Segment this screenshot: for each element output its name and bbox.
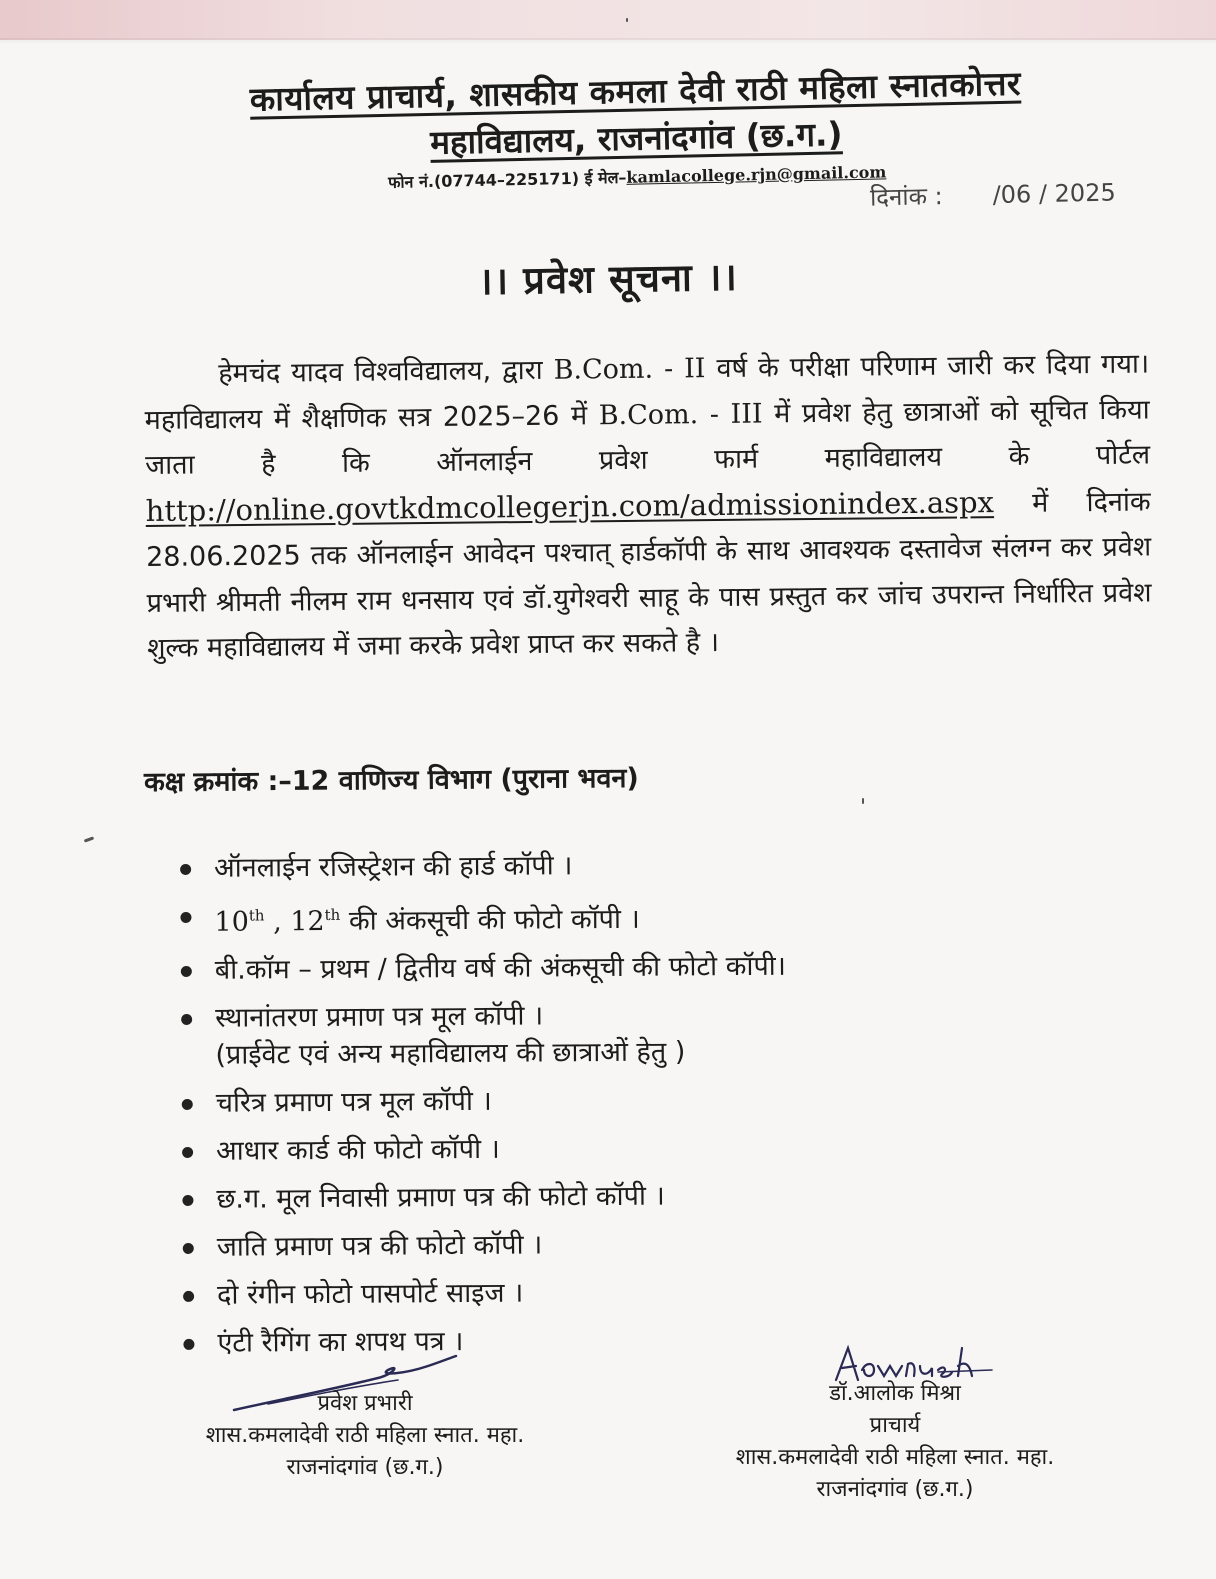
phone-text: फोन नं.(07744–225171) ई मेल– bbox=[387, 167, 627, 192]
bullet-icon bbox=[183, 1339, 194, 1350]
notice-course-1: B.Com. - II bbox=[553, 353, 706, 386]
bullet-icon bbox=[183, 1243, 194, 1254]
email-text: kamlacollege.rjn@gmail.com bbox=[626, 162, 887, 187]
list-item bbox=[180, 1177, 1080, 1216]
bullet-icon bbox=[180, 864, 191, 875]
paragraph-indent bbox=[144, 382, 218, 383]
letterhead-college: महाविद्यालय, राजनांदगांव (छ.ग.) bbox=[429, 114, 843, 162]
paper-shadow bbox=[0, 38, 1216, 44]
portal-link[interactable]: http://online.govtkdmcollegerjn.com/admissionindex.aspx bbox=[145, 484, 995, 528]
signature-space bbox=[150, 1352, 580, 1388]
document-item-text: ऑनलाईन रजिस्ट्रेशन की हार्ड कॉपी । bbox=[214, 850, 573, 884]
left-institution: शास.कमलादेवी राठी महिला स्नात. महा. bbox=[205, 1423, 525, 1448]
notice-body bbox=[144, 341, 1152, 671]
right-institution: शास.कमलादेवी राठी महिला स्नात. महा. bbox=[735, 1445, 1055, 1470]
document-item-text: जाति प्रमाण पत्र की फोटो कॉपी । bbox=[216, 1229, 543, 1263]
bullet-icon bbox=[182, 1195, 193, 1206]
room-number: कक्ष क्रमांक :–12 वाणिज्य विभाग (पुराना भवन) bbox=[143, 762, 639, 799]
list-item bbox=[179, 996, 1079, 1072]
list-item bbox=[178, 846, 1078, 885]
principal-signature bbox=[680, 1346, 1110, 1506]
list-item bbox=[178, 894, 1078, 939]
letterhead bbox=[140, 57, 1132, 198]
bullet-icon bbox=[182, 1147, 193, 1158]
notice-text-3: में प्रवेश हेतु छात्राओं को सूचित किया जाता है कि ऑनलाईन प्रवेश फार्म महाविद्यालय के पोर्टल bbox=[145, 393, 1151, 481]
date-value: /06 / 2025 bbox=[992, 178, 1116, 210]
bullet-icon bbox=[181, 1014, 192, 1025]
document-item-text: दो रंगीन फोटो पासपोर्ट साइज । bbox=[216, 1277, 524, 1311]
notice-text-4: में दिनांक 28.06.2025 तक ऑनलाईन आवेदन पश्चात् हार्डकॉपी के साथ आवश्यक दस्तावेज संलग्न कर प्रवेश प्रभारी श्रीमती नीलम राम धनसाय एवं डॉ.युगेश्वरी साहू के पास प्रस्तुत कर जांच उपरान्त निर्धारित प्रवेश शुल्क महाविद्यालय में जमा करके प्रवेश प्राप्त कर सकते है । bbox=[145, 485, 1152, 664]
bullet-icon bbox=[182, 1099, 193, 1110]
right-place: राजनांदगांव (छ.ग.) bbox=[816, 1477, 974, 1502]
scan-speck bbox=[862, 798, 864, 804]
notice-title: ।। प्रवेश सूचना ।। bbox=[477, 254, 739, 304]
superscript: th bbox=[324, 905, 341, 924]
list-item bbox=[180, 1081, 1080, 1120]
letterhead-office: कार्यालय प्राचार्य, शासकीय कमला देवी राठी महिला स्नातकोत्तर bbox=[249, 63, 1022, 119]
document-item-text: छ.ग. मूल निवासी प्रमाण पत्र की फोटो कॉपी । bbox=[216, 1180, 665, 1215]
notice-text-2: वर्ष के परीक्षा परिणाम जारी कर दिया गया। महाविद्यालय में शैक्षणिक सत्र 2025–26 में bbox=[144, 348, 1150, 436]
admission-incharge-signature bbox=[150, 1352, 580, 1484]
document-item-text: 10 bbox=[214, 906, 249, 938]
bullet-icon bbox=[181, 966, 192, 977]
document-item-text: एंटी रैगिंग का शपथ पत्र । bbox=[217, 1326, 464, 1359]
document-item-text: की अंकसूची की फोटो कॉपी । bbox=[340, 903, 640, 937]
left-place: राजनांदगांव (छ.ग.) bbox=[286, 1455, 444, 1480]
document-item-text: आधार कार्ड की फोटो कॉपी । bbox=[215, 1133, 500, 1167]
list-item bbox=[179, 948, 1079, 987]
document-item-text: बी.कॉम – प्रथम / द्वितीय वर्ष की अंकसूची की फोटो कॉपी। bbox=[214, 950, 787, 986]
document-item-text: स्थानांतरण प्रमाण पत्र मूल कॉपी । bbox=[215, 1000, 544, 1034]
date-label: दिनांक : bbox=[869, 182, 943, 212]
list-item bbox=[180, 1129, 1080, 1168]
principal-name: डॉ.आलोक मिश्रा bbox=[829, 1381, 961, 1406]
scan-speck bbox=[84, 836, 94, 842]
list-item bbox=[181, 1273, 1081, 1312]
required-documents-list bbox=[178, 846, 1082, 1375]
list-item bbox=[181, 1225, 1081, 1264]
date-line bbox=[870, 175, 1116, 213]
signature-space bbox=[680, 1346, 1110, 1378]
document-item-note: (प्राईवेट एवं अन्य महाविद्यालय की छात्राओं हेतु ) bbox=[215, 1036, 686, 1071]
document-item-text: चरित्र प्रमाण पत्र मूल कॉपी । bbox=[215, 1085, 492, 1119]
photo-top-edge bbox=[0, 0, 1216, 40]
notice-course-2: B.Com. - III bbox=[598, 398, 763, 431]
left-designation: प्रवेश प्रभारी bbox=[317, 1391, 413, 1416]
document-item-text: , 12 bbox=[264, 905, 325, 938]
superscript: th bbox=[248, 906, 265, 925]
principal-designation: प्राचार्य bbox=[869, 1413, 921, 1438]
notice-text-1: हेमचंद यादव विश्वविद्यालय, द्वारा bbox=[218, 354, 554, 390]
bullet-icon bbox=[180, 912, 191, 923]
bullet-icon bbox=[183, 1291, 194, 1302]
scan-speck bbox=[626, 18, 628, 22]
